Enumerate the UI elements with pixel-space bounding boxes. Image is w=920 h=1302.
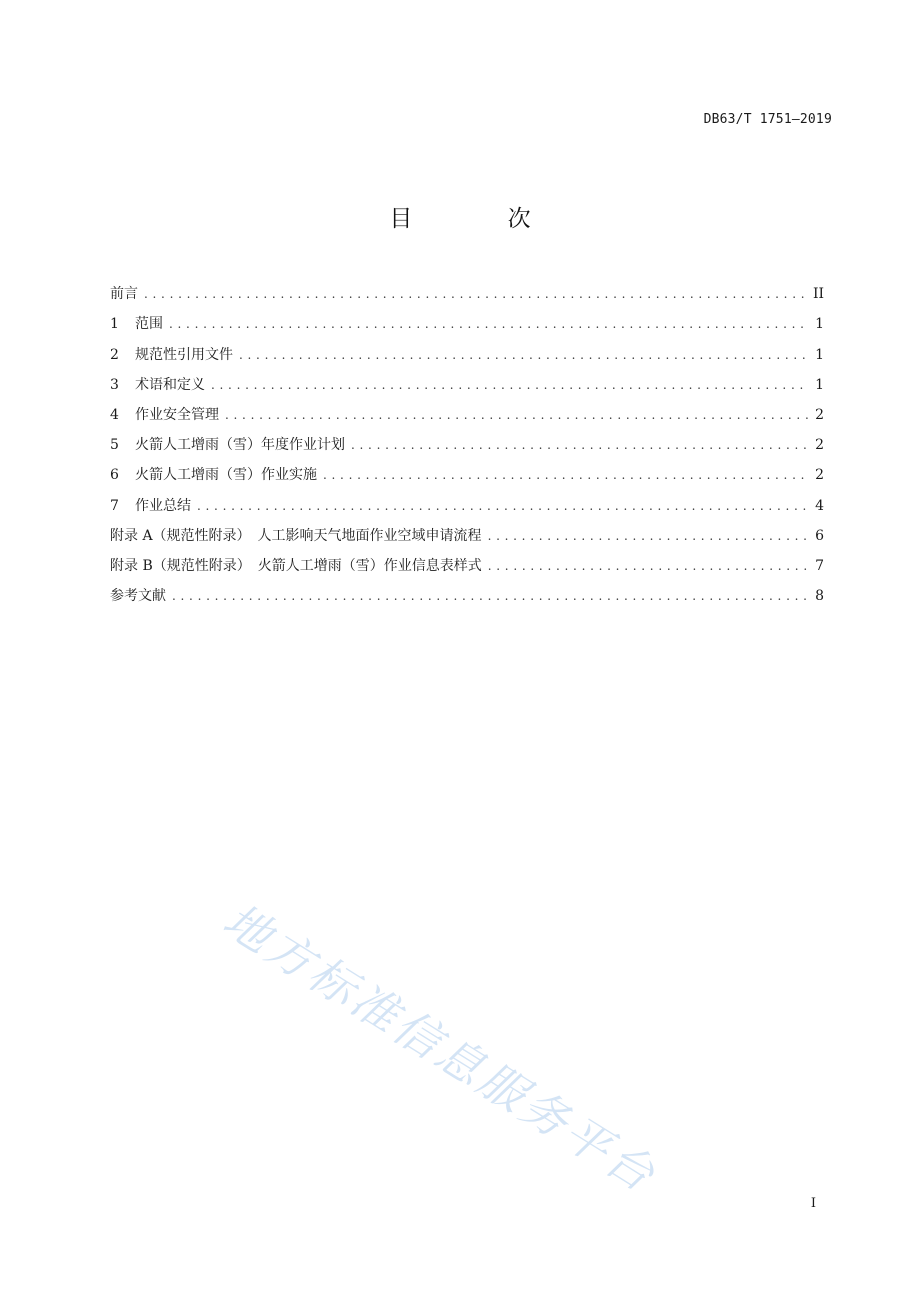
toc-leader-dots (197, 494, 808, 518)
toc-entry-number: 2 (110, 346, 119, 363)
toc-entry-label: 作业总结 (135, 497, 191, 514)
toc-leader-dots (211, 373, 808, 397)
page-number: I (810, 1196, 816, 1211)
toc-entry-preface[interactable] (110, 276, 824, 306)
toc-title: 目 次 (389, 206, 575, 232)
toc-entry-terms-definitions[interactable] (110, 367, 824, 397)
toc-leader-dots (225, 403, 808, 427)
toc-entry-bibliography[interactable] (110, 578, 824, 608)
toc-entry-appendix-b[interactable] (110, 548, 824, 578)
toc-leader-dots (488, 524, 808, 548)
toc-leader-dots (144, 282, 807, 306)
toc-entry-page: 2 (815, 437, 824, 454)
toc-leader-dots (172, 584, 808, 608)
toc-entry-summary[interactable] (110, 487, 824, 517)
toc-leader-dots (169, 312, 808, 336)
toc-leader-dots (323, 463, 808, 487)
toc-entry-safety-management[interactable] (110, 397, 824, 427)
table-of-contents (110, 276, 824, 608)
toc-entry-label: 前言 (110, 286, 138, 303)
toc-entry-number: 1 (110, 316, 119, 333)
toc-entry-page: 8 (815, 588, 824, 605)
toc-entry-number: 4 (110, 406, 119, 423)
toc-entry-page: 4 (815, 497, 824, 514)
toc-leader-dots (351, 433, 808, 457)
toc-leader-dots (239, 343, 808, 367)
toc-entry-page: II (812, 286, 824, 303)
toc-entry-number: 7 (110, 497, 119, 514)
document-code: DB63/T 1751—2019 (703, 112, 832, 127)
toc-entry-number: 6 (110, 467, 119, 484)
watermark: 地方标准信息服务平台 (214, 892, 667, 1204)
toc-entry-number: 5 (110, 437, 119, 454)
toc-entry-label: 范围 (135, 316, 163, 333)
toc-entry-page: 7 (815, 557, 824, 574)
toc-entry-annual-plan[interactable] (110, 427, 824, 457)
toc-entry-page: 1 (815, 346, 824, 363)
toc-entry-label: 火箭人工增雨（雪）作业实施 (135, 467, 317, 484)
toc-entry-label: 术语和定义 (135, 376, 205, 393)
toc-entry-operation-implementation[interactable] (110, 457, 824, 487)
toc-entry-scope[interactable] (110, 306, 824, 336)
toc-entry-label: 附录 B（规范性附录） 火箭人工增雨（雪）作业信息表样式 (110, 557, 482, 574)
toc-entry-normative-references[interactable] (110, 336, 824, 366)
toc-entry-number: 3 (110, 376, 119, 393)
toc-entry-label: 作业安全管理 (135, 406, 219, 423)
toc-entry-label: 附录 A（规范性附录） 人工影响天气地面作业空域申请流程 (110, 527, 482, 544)
toc-entry-page: 2 (815, 467, 824, 484)
toc-leader-dots (488, 554, 808, 578)
toc-entry-page: 1 (815, 376, 824, 393)
toc-entry-label: 参考文献 (110, 588, 166, 605)
toc-entry-page: 1 (815, 316, 824, 333)
toc-entry-label: 火箭人工增雨（雪）年度作业计划 (135, 437, 345, 454)
toc-entry-appendix-a[interactable] (110, 518, 824, 548)
toc-entry-page: 6 (815, 527, 824, 544)
toc-entry-label: 规范性引用文件 (135, 346, 233, 363)
toc-entry-page: 2 (815, 406, 824, 423)
